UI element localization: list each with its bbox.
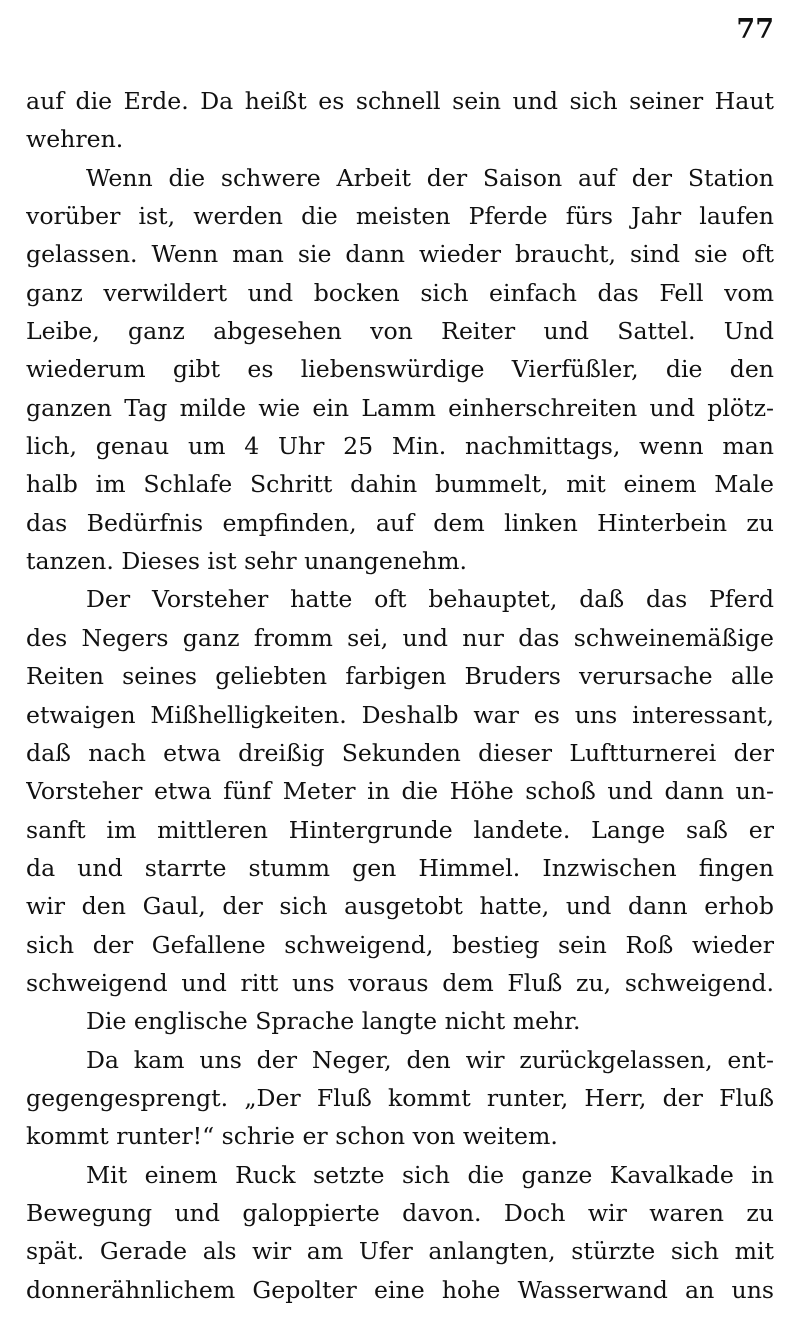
text-line: Leibe, ganz abgesehen von Reiter und Sattel. Und	[26, 317, 774, 346]
text-line: auf die Erde. Da heißt es schnell sein und sich seiner Haut	[26, 87, 774, 115]
text-line: daß nach etwa dreißig Sekunden dieser Luftturnerei der	[26, 738, 774, 767]
text-line: Mit einem Ruck setzte sich die ganze Kavalkade in	[86, 1160, 774, 1189]
text-line: spät. Gerade als wir am Ufer anlangten, stürzte sich mit	[26, 1237, 774, 1266]
text-line: ganz verwildert und bocken sich einfach das Fell vom	[26, 278, 774, 307]
text-line: vorüber ist, werden die meisten Pferde fürs Jahr laufen	[26, 202, 774, 231]
text-line: sanft im mittleren Hintergrunde landete. Lange saß er	[26, 815, 774, 844]
text-line: gelassen. Wenn man sie dann wieder braucht, sind sie oft	[26, 240, 774, 269]
text-line: das Bedürfnis empfinden, auf dem linken Hinterbein zu	[26, 508, 774, 537]
text-line: Bewegung und galoppierte davon. Doch wir waren zu	[26, 1198, 774, 1227]
text-line: ganzen Tag milde wie ein Lamm einherschreiten und plötz-	[26, 393, 774, 422]
text-line: lich, genau um 4 Uhr 25 Min. nachmittags, wenn man	[26, 432, 774, 461]
text-line: tanzen. Dieses ist sehr unangenehm.	[26, 547, 468, 576]
text-line: schweigend und ritt uns voraus dem Fluß zu, schweigend.	[26, 968, 774, 997]
text-line: wir den Gaul, der sich ausgetobt hatte, und dann erhob	[26, 892, 774, 921]
text-line: gegengesprengt. „Der Fluß kommt runter, Herr, der Fluß	[26, 1083, 774, 1112]
text-line: wehren.	[26, 125, 124, 154]
text-line: etwaigen Mißhelligkeiten. Deshalb war es uns interessant,	[26, 700, 774, 729]
text-line: halb im Schlafe Schritt dahin bummelt, mit einem Male	[26, 470, 774, 499]
text-line: kommt runter!“ schrie er schon von weitem.	[26, 1122, 558, 1151]
text-line: Wenn die schwere Arbeit der Saison auf der Station	[86, 163, 774, 192]
page-number: 77	[736, 14, 774, 45]
text-line: Da kam uns der Neger, den wir zurückgelassen, ent-	[86, 1045, 774, 1074]
text-line: Vorsteher etwa fünf Meter in die Höhe schoß und dann un-	[26, 777, 774, 806]
text-line: sich der Gefallene schweigend, bestieg sein Roß wieder	[26, 930, 774, 959]
body-text	[26, 82, 774, 1309]
text-line: Der Vorsteher hatte oft behauptet, daß das Pferd	[86, 585, 774, 614]
text-line: da und starrte stumm gen Himmel. Inzwischen fingen	[26, 853, 774, 882]
text-line: wiederum gibt es liebenswürdige Vierfüßler, die den	[26, 355, 774, 384]
text-line: Die englische Sprache langte nicht mehr.	[86, 1007, 581, 1036]
text-line: Reiten seines geliebten farbigen Bruders verursache alle	[26, 662, 774, 691]
text-line: des Negers ganz fromm sei, und nur das schweinemäßige	[26, 623, 774, 652]
text-line: donnerähnlichem Gepolter eine hohe Wasserwand an uns	[26, 1275, 774, 1304]
